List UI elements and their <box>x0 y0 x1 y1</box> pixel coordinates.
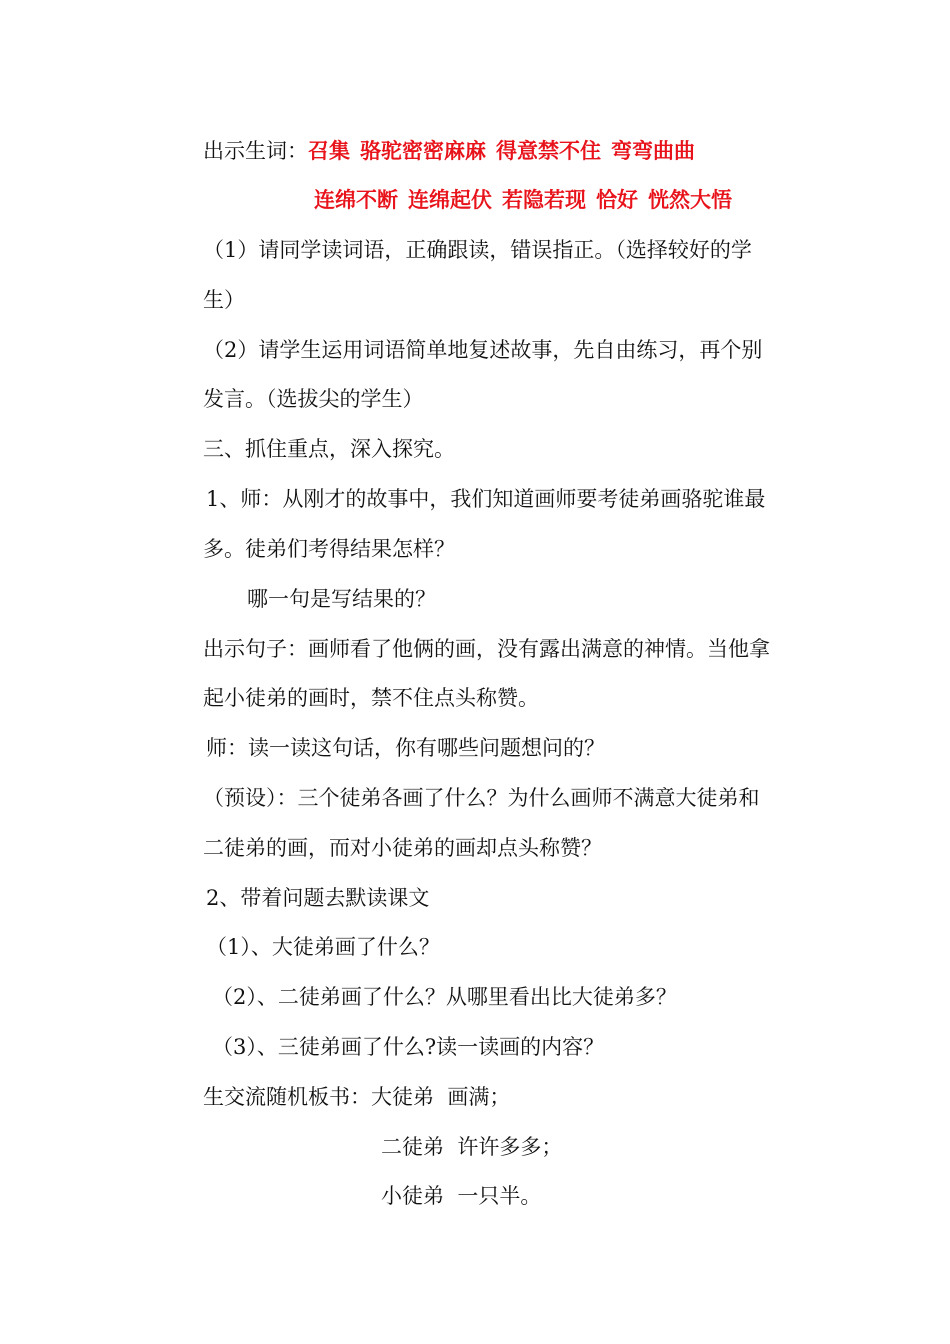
paragraph-line: 2、带着问题去默读课文 <box>206 886 430 910</box>
vocab-label: 出示生词： <box>203 139 308 163</box>
paragraph-line: 二徒弟的画，而对小徒弟的画却点头称赞？ <box>203 836 602 860</box>
paragraph-line: （2）请学生运用词语简单地复述故事，先自由练习，再个别 <box>203 338 763 362</box>
vocab-word: 恰好 <box>596 188 638 212</box>
vocab-word: 连绵起伏 <box>408 188 492 212</box>
vocab-word: 召集 <box>308 139 350 163</box>
vocab-row-1 <box>203 138 695 164</box>
paragraph-line: 二徒弟 许许多多； <box>381 1135 563 1159</box>
paragraph-line: （3）、三徒弟画了什么?读一读画的内容？ <box>212 1035 605 1059</box>
paragraph-line: 多。徒弟们考得结果怎样？ <box>203 537 455 561</box>
section-heading: 三、抓住重点，深入探究。 <box>203 437 455 461</box>
paragraph-line: 哪一句是写结果的？ <box>247 587 436 611</box>
vocab-word: 骆驼密密麻麻 <box>360 139 486 163</box>
vocab-word: 得意禁不住 <box>496 139 601 163</box>
paragraph-line: 出示句子：画师看了他俩的画，没有露出满意的神情。当他拿 <box>203 637 770 661</box>
paragraph-line: 生） <box>203 288 245 312</box>
paragraph-line: 1、师：从刚才的故事中，我们知道画师要考徒弟画骆驼谁最 <box>206 487 766 511</box>
paragraph-line: （2）、二徒弟画了什么？从哪里看出比大徒弟多？ <box>212 985 677 1009</box>
paragraph-line: （1）请同学读词语，正确跟读，错误指正。（选择较好的学 <box>203 238 752 262</box>
paragraph-line: （1）、大徒弟画了什么？ <box>206 935 440 959</box>
paragraph-line: 小徒弟 一只半。 <box>381 1184 542 1208</box>
vocab-word: 连绵不断 <box>314 188 398 212</box>
paragraph-line: （预设）：三个徒弟各画了什么？为什么画师不满意大徒弟和 <box>203 786 760 810</box>
paragraph-line: 师：读一读这句话，你有哪些问题想问的？ <box>206 736 605 760</box>
paragraph-line: 起小徒弟的画时，禁不住点头称赞。 <box>203 686 539 710</box>
vocab-row-2 <box>314 187 732 213</box>
vocab-word: 若隐若现 <box>502 188 586 212</box>
paragraph-line: 发言。（选拔尖的学生） <box>203 387 424 411</box>
paragraph-line: 生交流随机板书：大徒弟 画满； <box>203 1085 511 1109</box>
vocab-word: 恍然大悟 <box>648 188 732 212</box>
vocab-word: 弯弯曲曲 <box>611 139 695 163</box>
